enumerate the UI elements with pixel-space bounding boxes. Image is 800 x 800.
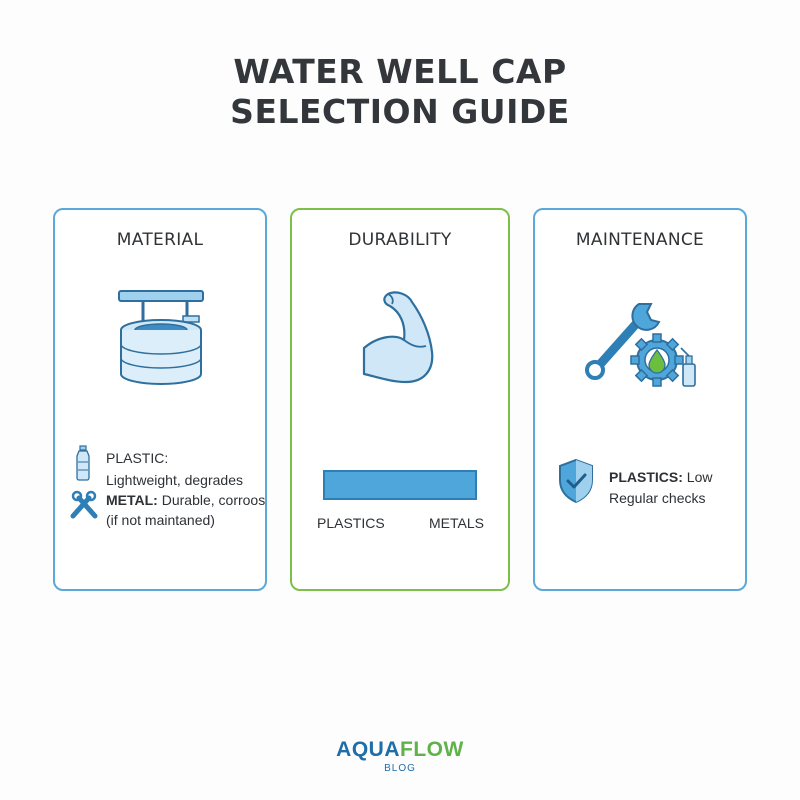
maintenance-card [533, 208, 747, 591]
brand-logo [0, 738, 800, 774]
wrench-tools-icon [69, 490, 99, 520]
regular-checks-text: Regular checks [609, 490, 706, 506]
title-line-2: SELECTION GUIDE [230, 92, 570, 131]
brand-name-part2: FLOW [400, 738, 464, 761]
scale-right-label: METALS [429, 515, 484, 531]
brand-name [0, 738, 800, 762]
flexed-arm-icon [360, 290, 444, 386]
wrench-gear-oil-icon [581, 286, 701, 390]
well-icon [115, 288, 207, 388]
brand-subtitle: BLOG [384, 763, 416, 774]
durability-bar [323, 470, 477, 500]
plastic-label: PLASTIC: [106, 450, 169, 466]
metal-description-2: (if not maintaned) [106, 512, 215, 528]
page-title [0, 52, 800, 132]
title-line-1: WATER WELL CAP [233, 52, 567, 91]
metal-line [106, 492, 265, 508]
plastics-line [609, 469, 712, 485]
scale-left-label: PLASTICS [317, 515, 385, 531]
plastics-label: PLASTICS: [609, 469, 683, 485]
material-heading: MATERIAL [116, 230, 204, 250]
plastic-description: Lightweight, degrades [106, 472, 243, 488]
metal-description: Durable, corroos [157, 492, 266, 508]
brand-name-part1: AQUA [336, 738, 401, 761]
material-card [53, 208, 267, 591]
durability-card [290, 208, 510, 591]
shield-check-icon [557, 458, 595, 504]
metal-label: METAL: [106, 492, 158, 508]
durability-heading: DURABILITY [348, 230, 452, 250]
maintenance-heading: MAINTENANCE [575, 230, 705, 250]
plastic-bottle-icon [75, 445, 91, 481]
plastics-description: Low [682, 469, 713, 485]
